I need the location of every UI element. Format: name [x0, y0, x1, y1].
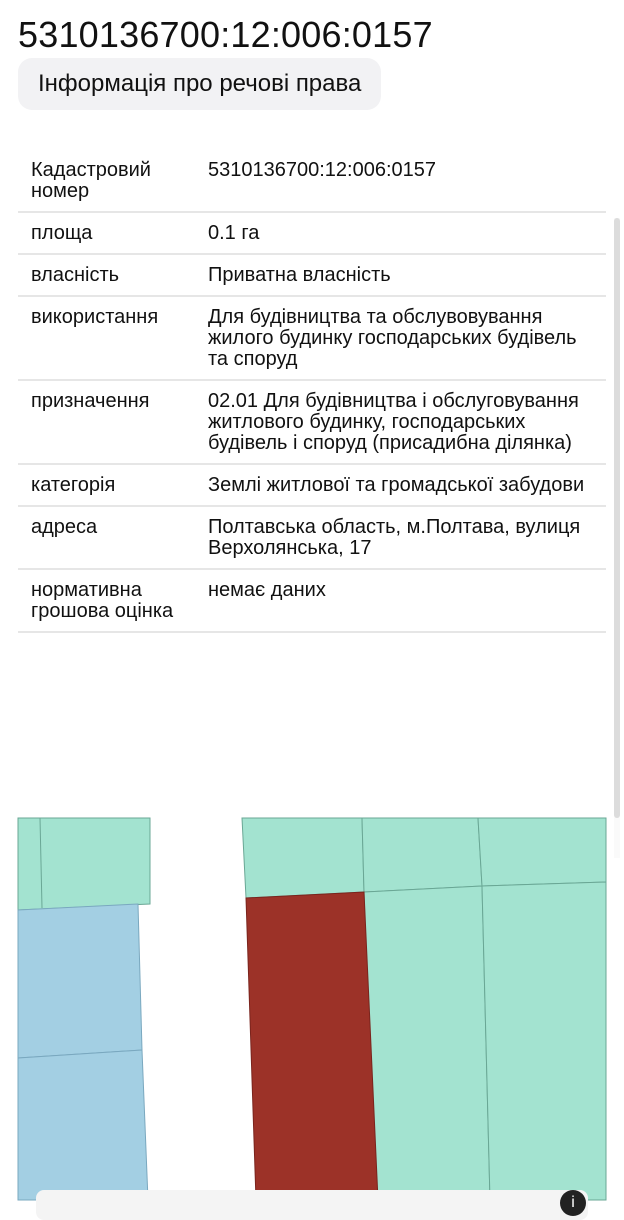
row-label: категорія	[31, 474, 116, 496]
row-value: Полтавська область, м.Полтава, вулиця Верхолянська, 17	[208, 516, 581, 559]
map-parcel[interactable]	[482, 882, 606, 1200]
row-label: Кадастровий номер	[31, 159, 151, 202]
scrollbar-thumb[interactable]	[614, 218, 620, 818]
map-parcel[interactable]	[242, 818, 364, 898]
map-attribution-bar	[36, 1190, 588, 1220]
row-value: немає даних	[208, 579, 326, 601]
table-row	[18, 507, 606, 570]
row-label: призначення	[31, 390, 150, 412]
row-label: площа	[31, 222, 93, 244]
selected-parcel[interactable]	[246, 892, 378, 1200]
table-row	[18, 570, 606, 633]
table-row	[18, 255, 606, 297]
row-label: нормативна грошова оцінка	[31, 579, 174, 622]
parcel-map[interactable]	[18, 818, 606, 1200]
table-row	[18, 150, 606, 213]
table-row	[18, 213, 606, 255]
cadastral-number-title: 5310136700:12:006:0157	[18, 14, 433, 55]
rights-info-button[interactable]: Інформація про речові права	[18, 58, 381, 110]
row-value: 0.1 га	[208, 222, 260, 244]
row-value: Для будівництва та обслувовування жилого будинку господарських будівель та споруд	[208, 306, 577, 370]
map-parcel-blue[interactable]	[18, 904, 142, 1058]
row-label: використання	[31, 306, 159, 328]
row-value: Землі житлової та громадської забудови	[208, 474, 585, 496]
table-row	[18, 297, 606, 381]
row-value: 5310136700:12:006:0157	[208, 159, 437, 181]
parcel-info-table	[18, 150, 606, 633]
row-label: адреса	[31, 516, 98, 538]
map-parcel[interactable]	[362, 818, 482, 892]
map-parcel[interactable]	[364, 886, 490, 1200]
table-scrollbar[interactable]	[614, 218, 620, 858]
map-parcel[interactable]	[478, 818, 606, 886]
map-parcel-blue[interactable]	[18, 1050, 148, 1200]
info-icon[interactable]: i	[560, 1190, 586, 1216]
row-value: 02.01 Для будівництва і обслуговування житлового будинку, господарських будівель і споруд (присадибна ділянка)	[208, 390, 579, 454]
map-canvas[interactable]	[18, 818, 606, 1200]
row-value: Приватна власність	[208, 264, 391, 286]
map-parcel[interactable]	[18, 818, 150, 910]
table-row	[18, 381, 606, 465]
row-label: власність	[31, 264, 120, 286]
table-row	[18, 465, 606, 507]
